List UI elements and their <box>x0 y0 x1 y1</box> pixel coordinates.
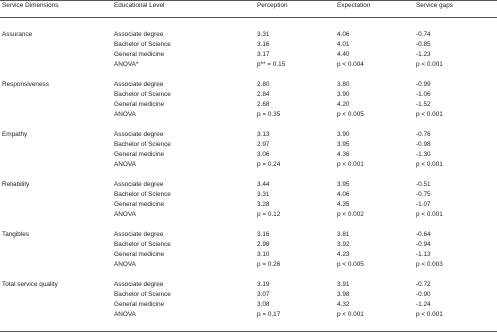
cell-expectation: p < 0.005 <box>337 261 364 268</box>
cell-service-gap: -0.74 <box>416 31 431 38</box>
cell-educational-level: Bachelor of Science <box>114 91 171 98</box>
cell-expectation: 4.40 <box>337 51 350 58</box>
cell-educational-level: Associate degree <box>114 231 164 238</box>
cell-perception: p = 0.35 <box>257 111 281 118</box>
table-row <box>0 112 497 122</box>
cell-educational-level: ANOVA <box>114 311 136 318</box>
cell-perception: 3.31 <box>257 191 270 198</box>
cell-expectation: 4.23 <box>337 251 350 258</box>
cell-service-gap: p < 0.003 <box>416 261 443 268</box>
table-group <box>0 82 497 126</box>
cell-educational-level: Associate degree <box>114 181 164 188</box>
cell-service-gap: -0.75 <box>416 191 431 198</box>
cell-expectation: p < 0.002 <box>337 211 364 218</box>
cell-perception: 3.07 <box>257 291 270 298</box>
cell-expectation: 4.20 <box>337 101 350 108</box>
cell-educational-level: General medicine <box>114 201 165 208</box>
cell-service-gap: -0.72 <box>416 281 431 288</box>
cell-educational-level: Bachelor of Science <box>114 241 171 248</box>
cell-educational-level: Associate degree <box>114 131 164 138</box>
cell-service-gap: p < 0.001 <box>416 311 443 318</box>
cell-perception: 3.28 <box>257 201 270 208</box>
cell-perception: 3.19 <box>257 281 270 288</box>
cell-perception: 2.80 <box>257 81 270 88</box>
cell-educational-level: ANOVA <box>114 211 136 218</box>
cell-educational-level: Bachelor of Science <box>114 291 171 298</box>
cell-expectation: 4.01 <box>337 41 350 48</box>
cell-service-gap: -0.85 <box>416 41 431 48</box>
cell-expectation: 4.32 <box>337 301 350 308</box>
cell-service-gap: -0.98 <box>416 141 431 148</box>
cell-perception: p = 0.24 <box>257 161 281 168</box>
cell-expectation: p < 0.004 <box>337 61 364 68</box>
cell-perception: p = 0.12 <box>257 211 281 218</box>
cell-service-gap: p < 0.001 <box>416 61 443 68</box>
cell-expectation: 3.95 <box>337 181 350 188</box>
cell-service-gap: p < 0.001 <box>416 111 443 118</box>
cell-service-dimension: Responsiveness <box>2 81 49 88</box>
cell-expectation: 3.80 <box>337 81 350 88</box>
cell-perception: 2.97 <box>257 141 270 148</box>
cell-service-dimension: Reliability <box>2 181 30 188</box>
table-row <box>0 62 497 72</box>
cell-expectation: 3.90 <box>337 91 350 98</box>
cell-service-dimension: Tangibles <box>2 231 30 238</box>
cell-perception: 3.08 <box>257 301 270 308</box>
cell-service-gap: p < 0.001 <box>416 161 443 168</box>
cell-perception: 3.31 <box>257 31 270 38</box>
header-educational-level: Educational Level <box>114 2 165 9</box>
cell-service-dimension: Total service quality <box>2 281 58 288</box>
cell-educational-level: General medicine <box>114 101 165 108</box>
cell-expectation: p < 0.005 <box>337 111 364 118</box>
cell-educational-level: Bachelor of Science <box>114 141 171 148</box>
table-row <box>0 162 497 172</box>
cell-service-gap: -1.30 <box>416 151 431 158</box>
cell-educational-level: General medicine <box>114 51 165 58</box>
cell-perception: p = 0.26 <box>257 261 281 268</box>
cell-expectation: 4.06 <box>337 31 350 38</box>
cell-educational-level: Associate degree <box>114 81 164 88</box>
cell-perception: 3.17 <box>257 51 270 58</box>
cell-expectation: 3.92 <box>337 241 350 248</box>
cell-expectation: 4.35 <box>337 201 350 208</box>
cell-service-gap: -0.94 <box>416 241 431 248</box>
cell-perception: p** = 0.15 <box>257 61 286 68</box>
cell-expectation: 3.81 <box>337 231 350 238</box>
cell-service-dimension: Empathy <box>2 131 28 138</box>
header-service-gaps: Service gaps <box>416 2 453 9</box>
table-row <box>0 212 497 222</box>
table-header-rule <box>0 17 497 18</box>
cell-expectation: 3.95 <box>337 141 350 148</box>
cell-service-gap: -1.23 <box>416 51 431 58</box>
cell-educational-level: ANOVA <box>114 111 136 118</box>
cell-educational-level: Associate degree <box>114 281 164 288</box>
cell-expectation: 4.36 <box>337 151 350 158</box>
cell-perception: p = 0.17 <box>257 311 281 318</box>
cell-perception: 2.98 <box>257 241 270 248</box>
cell-perception: 3.10 <box>257 251 270 258</box>
cell-perception: 2.84 <box>257 91 270 98</box>
cell-perception: 3.16 <box>257 41 270 48</box>
header-perception: Perception <box>257 2 288 9</box>
table-row <box>0 312 497 322</box>
table-group <box>0 182 497 226</box>
header-service-dimensions: Service Dimensions <box>2 2 59 9</box>
cell-service-gap: -0.51 <box>416 181 431 188</box>
table-group <box>0 232 497 276</box>
cell-educational-level: ANOVA <box>114 261 136 268</box>
cell-perception: 3.44 <box>257 181 270 188</box>
cell-educational-level: Associate degree <box>114 31 164 38</box>
cell-perception: 3.16 <box>257 231 270 238</box>
cell-service-gap: -1.07 <box>416 201 431 208</box>
cell-expectation: 3.98 <box>337 291 350 298</box>
cell-expectation: 3.90 <box>337 131 350 138</box>
cell-educational-level: General medicine <box>114 301 165 308</box>
cell-expectation: 3.91 <box>337 281 350 288</box>
table-top-rule <box>0 0 497 1</box>
table-header-row <box>0 3 497 15</box>
cell-expectation: 4.06 <box>337 191 350 198</box>
cell-educational-level: Bachelor of Science <box>114 191 171 198</box>
cell-service-gap: p < 0.001 <box>416 211 443 218</box>
cell-expectation: p < 0.001 <box>337 311 364 318</box>
cell-service-gap: -1.06 <box>416 91 431 98</box>
table-row <box>0 262 497 272</box>
cell-perception: 3.13 <box>257 131 270 138</box>
header-expectation: Expectation <box>337 2 371 9</box>
cell-service-dimension: Assurance <box>2 31 33 38</box>
table-group <box>0 32 497 76</box>
table-bottom-rule <box>0 331 497 332</box>
cell-educational-level: Bachelor of Science <box>114 41 171 48</box>
table-group <box>0 132 497 176</box>
cell-expectation: p < 0.001 <box>337 161 364 168</box>
cell-educational-level: ANOVA <box>114 161 136 168</box>
cell-educational-level: General medicine <box>114 151 165 158</box>
cell-perception: 3.06 <box>257 151 270 158</box>
table-group <box>0 282 497 326</box>
cell-service-gap: -0.76 <box>416 131 431 138</box>
cell-service-gap: -1.13 <box>416 251 431 258</box>
cell-service-gap: -0.99 <box>416 81 431 88</box>
cell-service-gap: -1.24 <box>416 301 431 308</box>
cell-service-gap: -1.52 <box>416 101 431 108</box>
cell-service-gap: -0.64 <box>416 231 431 238</box>
cell-educational-level: ANOVA* <box>114 61 139 68</box>
cell-educational-level: General medicine <box>114 251 165 258</box>
cell-perception: 2.68 <box>257 101 270 108</box>
cell-service-gap: -0.90 <box>416 291 431 298</box>
